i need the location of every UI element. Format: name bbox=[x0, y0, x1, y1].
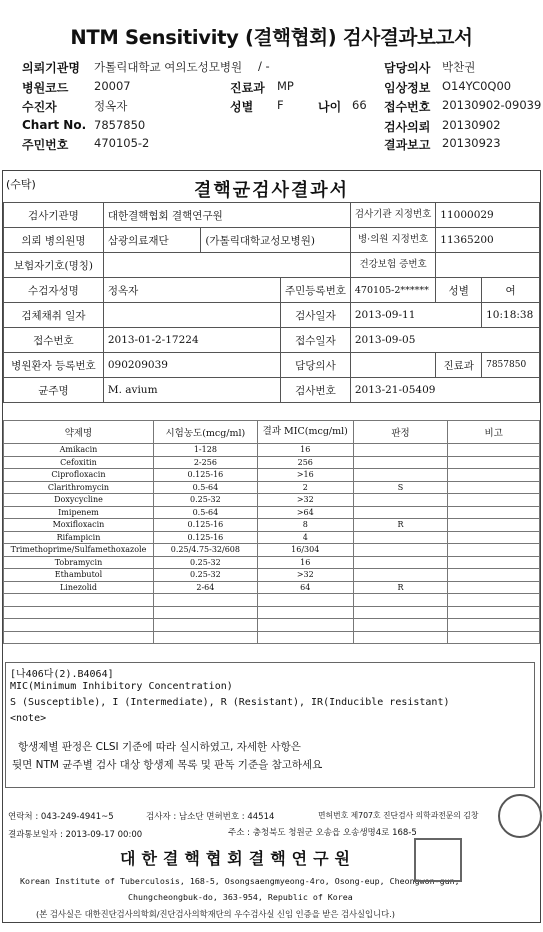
drug-cell bbox=[4, 619, 154, 632]
drug-cell: S bbox=[353, 481, 448, 494]
cell-label: 접수일자 bbox=[281, 328, 351, 353]
cell-label: 검체채취 일자 bbox=[4, 303, 104, 328]
field-value: 정옥자 bbox=[94, 99, 128, 113]
drug-cell bbox=[353, 594, 448, 607]
drug-row bbox=[4, 506, 540, 519]
field-value: 470105-2 bbox=[94, 136, 150, 150]
info-table bbox=[3, 202, 540, 403]
field-label: 결과보고 bbox=[384, 138, 431, 152]
drug-row bbox=[4, 481, 540, 494]
drug-cell bbox=[448, 481, 540, 494]
drug-cell: Linezolid bbox=[4, 581, 154, 594]
org-address-en-1: Korean Institute of Tuberculosis, 168-5, Osongsaengmyeong-4ro, Osong-eup, Cheongwon-gun, bbox=[20, 876, 460, 886]
cell-label: 건강보험 증번호 bbox=[350, 253, 435, 278]
drug-cell bbox=[448, 519, 540, 532]
drug-cell bbox=[153, 594, 257, 607]
drug-row bbox=[4, 519, 540, 532]
field-label: 임상정보 bbox=[384, 81, 431, 95]
cell-label: 주민등록번호 bbox=[281, 278, 351, 303]
drug-cell: 2-64 bbox=[153, 581, 257, 594]
field-value: 20130923 bbox=[442, 136, 501, 150]
report-title: 결핵균검사결과서 bbox=[193, 180, 350, 201]
drug-header: 판정 bbox=[353, 421, 448, 444]
field-label: 담당의사 bbox=[384, 61, 431, 75]
drug-row bbox=[4, 456, 540, 469]
drug-cell: >32 bbox=[257, 569, 353, 582]
note-line: 항생제별 판정은 CLSI 기준에 따라 실시하였고, 자세한 사항은 bbox=[18, 741, 301, 753]
drug-cell: Ciprofloxacin bbox=[4, 469, 154, 482]
drug-row bbox=[4, 619, 540, 632]
drug-cell: Rifampicin bbox=[4, 531, 154, 544]
field-value: 20130902 bbox=[442, 118, 501, 132]
cell-label: 보험자기호(명칭) bbox=[4, 253, 104, 278]
drug-header: 시험농도(mcg/ml) bbox=[153, 421, 257, 444]
cell-label: 검사기관명 bbox=[4, 203, 104, 228]
drug-cell: R bbox=[353, 519, 448, 532]
drug-cell bbox=[4, 606, 154, 619]
note-line: 뒷면 NTM 균주별 검사 대상 항생제 목록 및 판독 기준을 참고하세요 bbox=[12, 759, 323, 771]
drug-table bbox=[3, 420, 540, 644]
drug-cell bbox=[353, 619, 448, 632]
drug-cell bbox=[448, 556, 540, 569]
drug-cell: 0.125-16 bbox=[153, 519, 257, 532]
cell-value: 여 bbox=[482, 278, 540, 303]
field-label: 성별 bbox=[230, 100, 254, 114]
cell-value: 7857850 bbox=[482, 353, 540, 378]
drug-cell bbox=[448, 544, 540, 557]
note-line: MIC(Minimum Inhibitory Concentration) bbox=[10, 681, 233, 692]
drug-cell bbox=[353, 556, 448, 569]
cell-label: 균주명 bbox=[4, 378, 104, 403]
field-label: 진료과 bbox=[230, 81, 265, 95]
field-label: 나이 bbox=[318, 100, 342, 114]
cell-value: 11000029 bbox=[436, 203, 540, 228]
note-line: <note> bbox=[10, 713, 47, 724]
drug-cell bbox=[353, 469, 448, 482]
drug-cell bbox=[448, 631, 540, 644]
org-name-kr: 대한결핵협회결핵연구원 bbox=[120, 849, 357, 868]
drug-cell: 0.25-32 bbox=[153, 556, 257, 569]
cell-value bbox=[103, 303, 280, 328]
note-line: S (Susceptible), I (Intermediate), R (Resistant), IR(Inducible resistant) bbox=[10, 697, 450, 708]
drug-header: 약제명 bbox=[4, 421, 154, 444]
drug-cell: 0.25-32 bbox=[153, 494, 257, 507]
note-line: [나406다(2).B4064] bbox=[10, 669, 114, 680]
drug-cell: Doxycycline bbox=[4, 494, 154, 507]
field-value: F bbox=[277, 98, 284, 112]
field-label: 검사의뢰 bbox=[384, 120, 431, 134]
drug-cell: 0.5-64 bbox=[153, 481, 257, 494]
contact-text: 연락처 : 043-249-4941~5 bbox=[8, 812, 114, 822]
cell-value: M. avium bbox=[103, 378, 280, 403]
drug-cell bbox=[448, 469, 540, 482]
cell-value: (가톨릭대학교성모병원) bbox=[201, 228, 351, 253]
drug-cell: 2-256 bbox=[153, 456, 257, 469]
field-label: 주민번호 bbox=[22, 138, 69, 152]
cell-value: 090209039 bbox=[103, 353, 280, 378]
drug-cell bbox=[153, 606, 257, 619]
drug-cell: >16 bbox=[257, 469, 353, 482]
drug-cell: Imipenem bbox=[4, 506, 154, 519]
drug-cell bbox=[448, 494, 540, 507]
drug-cell bbox=[4, 594, 154, 607]
drug-cell: Moxifloxacin bbox=[4, 519, 154, 532]
drug-cell: 0.125-16 bbox=[153, 469, 257, 482]
org-address-en-2: Chungcheongbuk-do, 363-954, Republic of Korea bbox=[128, 892, 353, 902]
drug-cell bbox=[153, 631, 257, 644]
drug-header: 결과 MIC(mcg/ml) bbox=[257, 421, 353, 444]
cell-label: 의뢰 병의원명 bbox=[4, 228, 104, 253]
drug-row bbox=[4, 631, 540, 644]
drug-cell bbox=[448, 606, 540, 619]
drug-cell: 0.25-32 bbox=[153, 569, 257, 582]
field-value: 가톨릭대학교 여의도성모병원 bbox=[94, 60, 243, 74]
seal-stamp bbox=[498, 794, 542, 838]
drug-cell: 256 bbox=[257, 456, 353, 469]
drug-cell bbox=[257, 606, 353, 619]
drug-cell: >32 bbox=[257, 494, 353, 507]
field-value: O14YC0Q00 bbox=[442, 79, 512, 93]
drug-cell: 2 bbox=[257, 481, 353, 494]
drug-cell: Amikacin bbox=[4, 444, 154, 457]
drug-row bbox=[4, 581, 540, 594]
drug-row bbox=[4, 569, 540, 582]
drug-cell bbox=[257, 631, 353, 644]
drug-cell: 16/304 bbox=[257, 544, 353, 557]
cell-value bbox=[350, 353, 435, 378]
drug-cell: Tobramycin bbox=[4, 556, 154, 569]
drug-cell bbox=[353, 631, 448, 644]
cell-label: 담당의사 bbox=[281, 353, 351, 378]
drug-cell: Clarithromycin bbox=[4, 481, 154, 494]
drug-cell bbox=[353, 456, 448, 469]
drug-cell bbox=[448, 506, 540, 519]
document-title: NTM Sensitivity (결핵협회) 검사결과보고서 bbox=[70, 26, 473, 49]
drug-cell: 4 bbox=[257, 531, 353, 544]
drug-cell bbox=[353, 444, 448, 457]
cell-label: 검사기관 지정번호 bbox=[350, 203, 435, 228]
field-label: 접수번호 bbox=[384, 100, 431, 114]
drug-cell bbox=[4, 631, 154, 644]
drug-cell: Ethambutol bbox=[4, 569, 154, 582]
drug-row bbox=[4, 594, 540, 607]
field-label: 수진자 bbox=[22, 100, 57, 114]
drug-cell: 64 bbox=[257, 581, 353, 594]
field-label: 병원코드 bbox=[22, 81, 69, 95]
drug-row bbox=[4, 494, 540, 507]
drug-cell: 0.25/4.75-32/608 bbox=[153, 544, 257, 557]
drug-row bbox=[4, 531, 540, 544]
cell-value: 삼광의료재단 bbox=[103, 228, 200, 253]
cell-value: 2013-01-2-17224 bbox=[103, 328, 280, 353]
field-value: 20130902-09039 bbox=[442, 98, 542, 112]
drug-cell bbox=[448, 619, 540, 632]
report-tag: (수탁) bbox=[6, 178, 36, 191]
drug-cell: R bbox=[353, 581, 448, 594]
drug-cell bbox=[448, 531, 540, 544]
drug-cell bbox=[353, 506, 448, 519]
drug-cell bbox=[257, 619, 353, 632]
cell-label: 진료과 bbox=[436, 353, 482, 378]
drug-cell bbox=[257, 594, 353, 607]
cell-label: 검사번호 bbox=[281, 378, 351, 403]
cell-value: 정옥자 bbox=[103, 278, 280, 303]
drug-cell bbox=[353, 494, 448, 507]
drug-cell bbox=[448, 456, 540, 469]
examiner-text: 검사자 : 남소단 면허번호 : 44514 bbox=[146, 812, 275, 822]
cell-value: 2013-21-05409 bbox=[350, 378, 539, 403]
drug-cell: 16 bbox=[257, 444, 353, 457]
official-seal bbox=[414, 838, 462, 882]
drug-cell bbox=[353, 569, 448, 582]
drug-cell: 8 bbox=[257, 519, 353, 532]
drug-cell bbox=[448, 444, 540, 457]
license-text: 면허번호 제707호 진단검사 의학과전문의 김창 bbox=[318, 811, 479, 820]
cell-label: 병원환자 등록번호 bbox=[4, 353, 104, 378]
drug-cell bbox=[448, 594, 540, 607]
drug-cell bbox=[353, 544, 448, 557]
drug-cell: 16 bbox=[257, 556, 353, 569]
drug-row bbox=[4, 556, 540, 569]
drug-row bbox=[4, 444, 540, 457]
cell-value: 10:18:38 bbox=[482, 303, 540, 328]
field-value: 박찬권 bbox=[442, 60, 476, 74]
drug-cell bbox=[153, 619, 257, 632]
field-label: 의뢰기관명 bbox=[22, 61, 80, 75]
drug-row bbox=[4, 606, 540, 619]
field-value: / - bbox=[258, 59, 270, 73]
cell-label: 수검자성명 bbox=[4, 278, 104, 303]
notes-box bbox=[5, 662, 535, 788]
field-value: 66 bbox=[352, 98, 367, 112]
cell-label: 검사일자 bbox=[281, 303, 351, 328]
drug-cell bbox=[353, 531, 448, 544]
cell-value bbox=[436, 253, 540, 278]
drug-cell: 1-128 bbox=[153, 444, 257, 457]
cell-value bbox=[103, 253, 350, 278]
drug-cell: Trimethoprime/Sulfamethoxazole bbox=[4, 544, 154, 557]
drug-header: 비고 bbox=[448, 421, 540, 444]
cell-label: 성별 bbox=[436, 278, 482, 303]
certification-text: (본 검사실은 대한진단검사의학회/진단검사의학재단의 우수검사실 신임 인증을 받은 검사실입니다.) bbox=[36, 909, 395, 919]
drug-cell bbox=[448, 569, 540, 582]
cell-value: 11365200 bbox=[436, 228, 540, 253]
drug-row bbox=[4, 469, 540, 482]
drug-cell: >64 bbox=[257, 506, 353, 519]
cell-label: 접수번호 bbox=[4, 328, 104, 353]
drug-cell: 0.125-16 bbox=[153, 531, 257, 544]
field-label: Chart No. bbox=[22, 118, 87, 132]
cell-value: 470105-2****** bbox=[350, 278, 435, 303]
cell-value: 2013-09-11 bbox=[350, 303, 481, 328]
cell-value: 대한결핵협회 결핵연구원 bbox=[103, 203, 350, 228]
field-value: 20007 bbox=[94, 79, 131, 93]
field-value: MP bbox=[277, 79, 294, 93]
cell-value: 2013-09-05 bbox=[350, 328, 539, 353]
drug-row bbox=[4, 544, 540, 557]
drug-cell: 0.5-64 bbox=[153, 506, 257, 519]
drug-cell bbox=[353, 606, 448, 619]
drug-cell: Cefoxitin bbox=[4, 456, 154, 469]
address-text: 주소 : 충청북도 청원군 오송읍 오송생명4로 168-5 bbox=[228, 828, 417, 838]
field-value: 7857850 bbox=[94, 118, 146, 132]
cell-label: 병·의원 지정번호 bbox=[350, 228, 435, 253]
report-date-text: 결과통보일자 : 2013-09-17 00:00 bbox=[8, 830, 143, 840]
drug-cell bbox=[448, 581, 540, 594]
